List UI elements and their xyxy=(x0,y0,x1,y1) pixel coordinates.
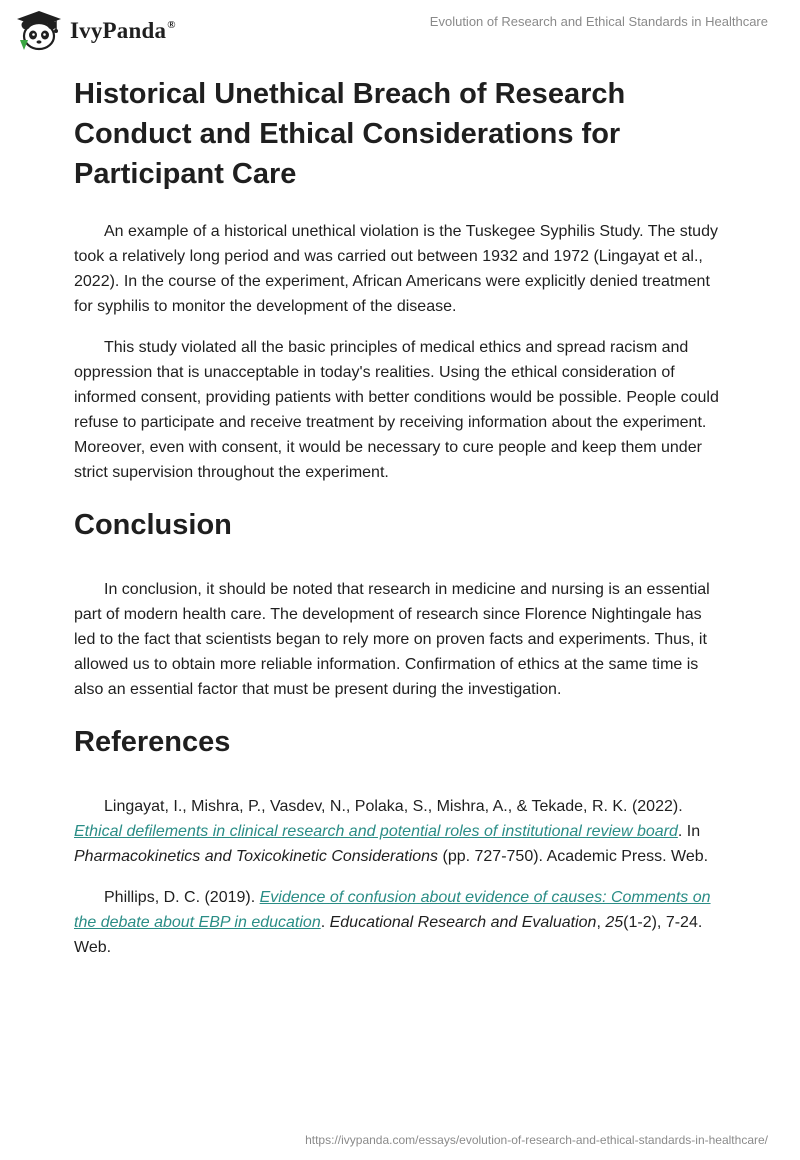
footer-url[interactable]: https://ivypanda.com/essays/evolution-of-research-and-ethical-standards-in-healthcare/ xyxy=(305,1133,768,1147)
reference-item: Lingayat, I., Mishra, P., Vasdev, N., Polaka, S., Mishra, A., & Tekade, R. K. (2022). Ethical defilements in clinical research and potential roles of institutional review board. In Pharmacokinetics and Toxicokinetic Considerations (pp. 727-750). Academic Press. Web. xyxy=(74,798,709,865)
paragraph-tuskegee: An example of a historical unethical violation is the Tuskegee Syphilis Study. The study took a relatively long period and was carried out between 1932 and 1972 (Lingayat et al., 2022). In the course of the experiment, African Americans were explicitly denied treatment for syphilis to monitor the development of the disease. xyxy=(74,223,718,315)
section-heading-conclusion: Conclusion xyxy=(74,509,232,541)
essay-content xyxy=(74,70,726,960)
section-heading-historical-breach: Historical Unethical Breach of Research Conduct and Ethical Considerations for Participant Care xyxy=(74,78,626,190)
section-heading-references: References xyxy=(74,726,231,758)
reference-link[interactable]: Evidence of confusion about evidence of causes: Comments on the debate about EBP in education xyxy=(74,889,711,931)
ivypanda-logo[interactable] xyxy=(14,10,176,52)
panda-icon xyxy=(14,10,64,52)
page-header xyxy=(0,0,800,70)
document-title: Evolution of Research and Ethical Standards in Healthcare xyxy=(429,14,768,29)
reference-item: Phillips, D. C. (2019). Evidence of confusion about evidence of causes: Comments on the debate about EBP in education. Educational Research and Evaluation, 25(1-2), 7-24. Web. xyxy=(74,889,711,956)
logo-wordmark: IvyPanda® xyxy=(70,18,176,43)
paragraph-conclusion: In conclusion, it should be noted that research in medicine and nursing is an essential part of modern health care. The development of research since Florence Nightingale has led to the fact that scientists began to rely more on proven facts and experiments. Thus, it allowed us to obtain more reliable information. Confirmation of ethics at the same time is also an essential factor that must be present during the investigation. xyxy=(74,581,710,698)
reference-link[interactable]: Ethical defilements in clinical research and potential roles of institutional review board xyxy=(74,823,678,840)
paragraph-ethics-violation: This study violated all the basic principles of medical ethics and spread racism and oppression that is unacceptable in today's realities. Using the ethical consideration of informed consent, providing patients with better conditions would be possible. People could refuse to participate and receive treatment by receiving information about the experiment. Moreover, even with consent, it would be necessary to cure people and keep them under strict supervision throughout the experiment. xyxy=(74,339,719,481)
